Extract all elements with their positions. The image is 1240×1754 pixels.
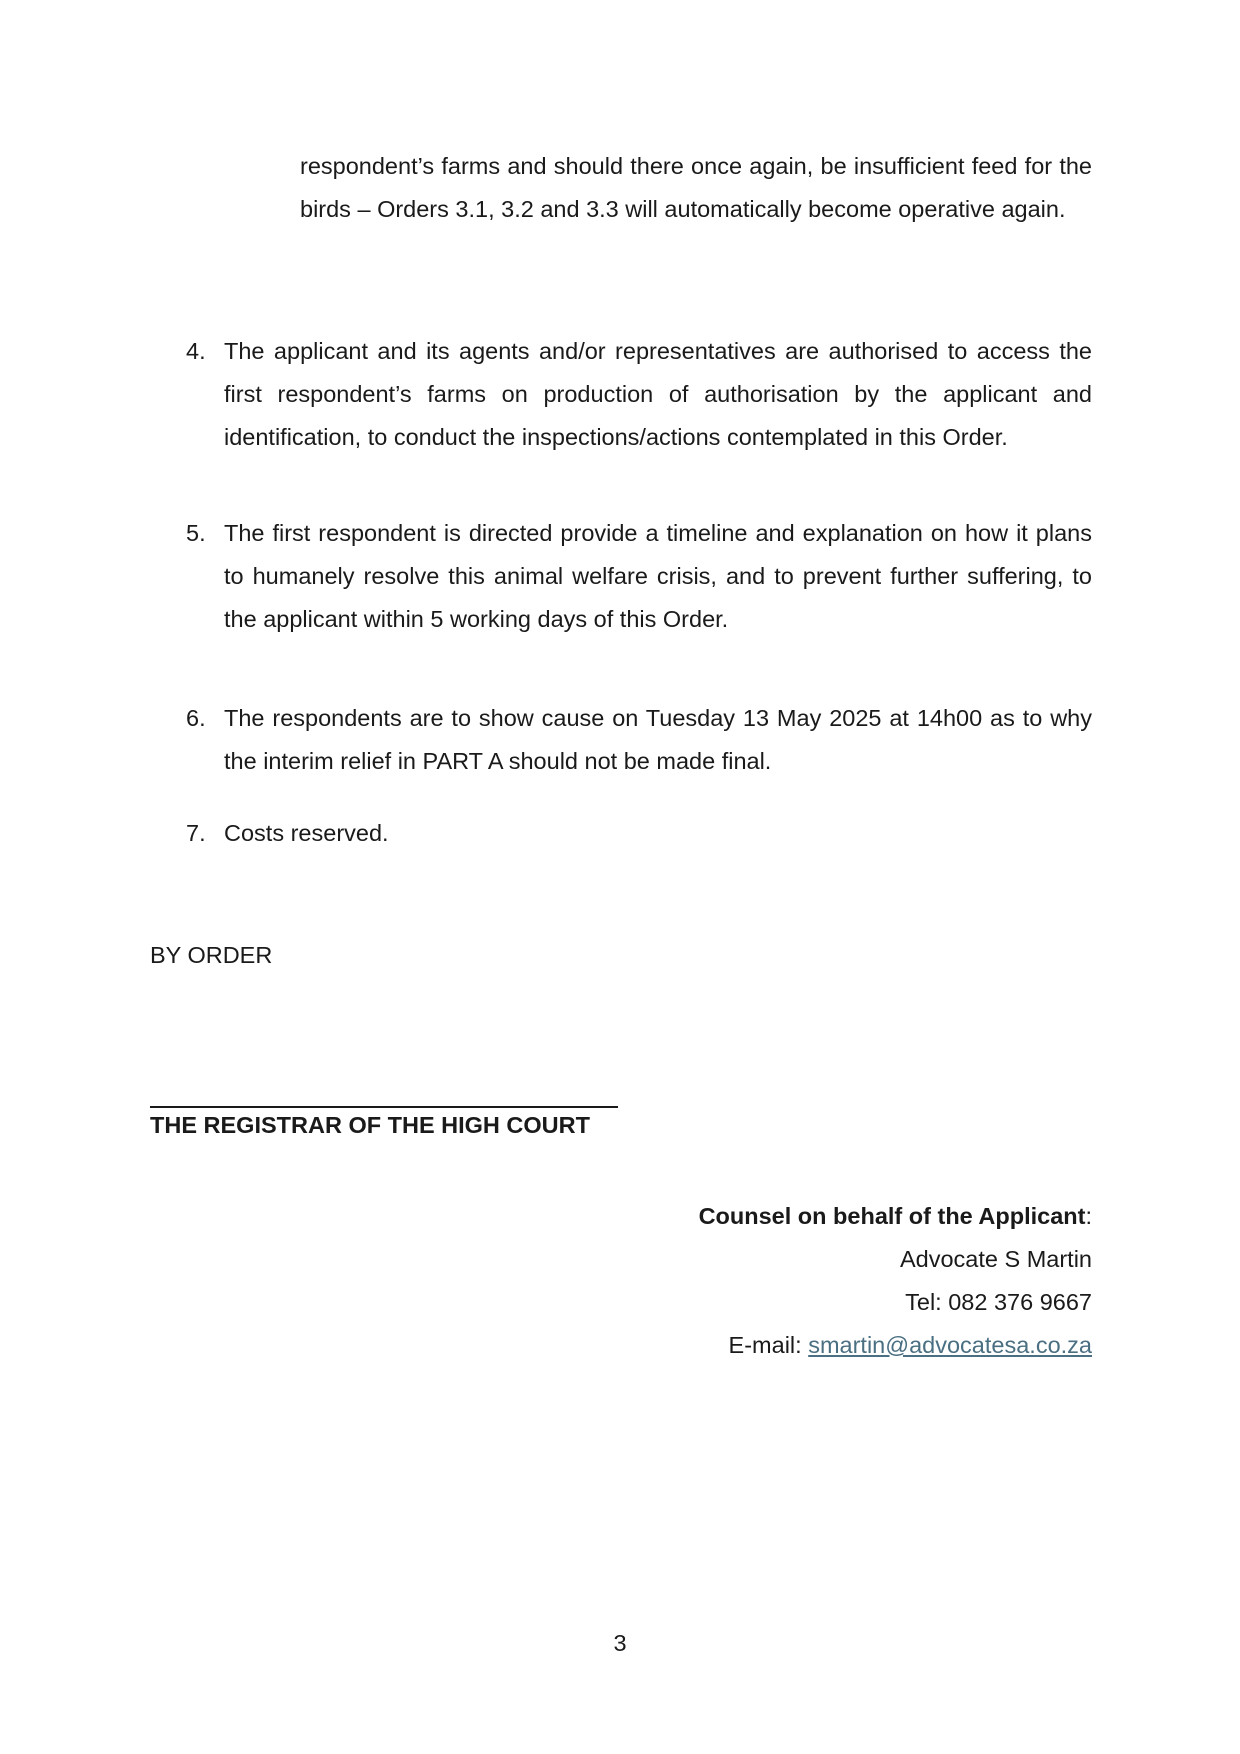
order-item-6 [186,697,1092,783]
order-number: 5. [186,520,206,546]
order-item-7 [186,812,1092,855]
order-number: 4. [186,338,206,364]
counsel-heading-colon: : [1085,1203,1092,1229]
order-item-4 [186,330,1092,459]
counsel-email-line [699,1324,1092,1367]
counsel-block [699,1195,1092,1367]
order-text: Costs reserved. [224,820,389,846]
counsel-tel: Tel: 082 376 9667 [905,1289,1092,1315]
order-text: The respondents are to show cause on Tuesday 13 May 2025 at 14h00 as to why the interim relief in PART A should not be made final. [224,705,1092,774]
page-number: 3 [613,1630,627,1656]
email-link[interactable]: smartin@advocatesa.co.za [808,1332,1092,1358]
counsel-heading-line [699,1195,1092,1238]
order-3-continuation: respondent’s farms and should there once again, be insufficient feed for the birds – Orders 3.1, 3.2 and 3.3 will automatically become operative again. [300,153,1092,222]
order-item-5 [186,512,1092,641]
signatory-title: THE REGISTRAR OF THE HIGH COURT [150,1112,590,1138]
counsel-name: Advocate S Martin [899,1246,1092,1272]
counsel-heading: Counsel on behalf of the Applicant [698,1203,1086,1229]
email-label: E-mail: [728,1332,809,1358]
signature-line [150,1106,618,1108]
order-text: The applicant and its agents and/or representatives are authorised to access the first respondent’s farms on production of authorisation by the applicant and identification, to conduct the inspections/actions contemplated in this Order. [224,338,1092,450]
order-number: 7. [186,820,206,846]
order-number: 6. [186,705,206,731]
by-order-label: BY ORDER [150,942,273,968]
order-text: The first respondent is directed provide a timeline and explanation on how it plans to humanely resolve this animal welfare crisis, and to prevent further suffering, to the applicant within 5 working days of this Order. [224,520,1092,632]
